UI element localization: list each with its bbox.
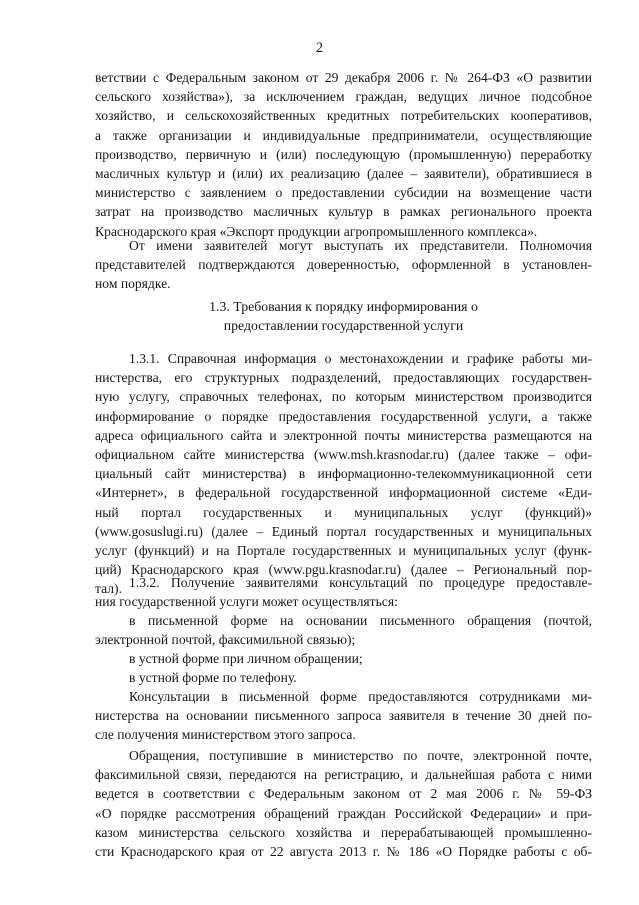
text-line: хозяйство, и сельскохозяйственных кредитных потребительских кооперативов, [95,108,592,124]
text-line: казом министерства сельского хозяйства и перерабатывающей промышленно- [95,824,592,840]
text-line: ную услугу, справочных телефонах, по которым министерством производится [95,389,592,405]
paragraph-oral-phone [95,668,592,687]
text-line: От имени заявителей могут выступать их представители. Полномочия [129,238,592,253]
text-line: адреса официального сайта и электронной почты министерства размещаются на [95,427,592,443]
text-line: электронной почтой, факсимильной связью); [95,632,356,648]
text-line: сельского хозяйства»), за исключением граждан, ведущих личное подсобное [95,89,592,105]
text-line: тал). [95,581,122,597]
paragraph-1-3-2 [95,573,592,611]
text-line: услуг (функций) и на Портале государственных и муниципальных услуг (функ- [95,542,592,558]
text-line: Консультации в письменной форме предоставляются сотрудниками ми- [129,689,592,704]
text-line: (www.gosuslugi.ru) (далее – Единый портал государственных и муниципальных [95,523,592,539]
text-line: сле получения министерством этого запроса. [95,727,356,743]
text-line: 1.3.1. Справочная информация о местонахождении и графике работы ми- [129,351,592,366]
text-line: ветствии с Федеральным законом от 29 декабря 2006 г. № 264-ФЗ «О развитии [95,70,592,85]
text-line: ный портал государственных и муниципальных услуг (функций)» [95,504,592,520]
heading-line: предоставлении государственной услуги [223,318,464,334]
text-line: «О порядке рассмотрения обращений граждан Российской Федерации» и при- [95,805,592,821]
paragraph-written-consultations [95,687,592,745]
paragraph-representatives [95,236,592,294]
text-line: в устной форме по телефону. [129,670,297,685]
text-line: в письменной форме на основании письменного обращения (почтой, [129,613,592,628]
paragraph-continuation [95,68,592,241]
text-line: «Интернет», в федеральной государственной информационной системе «Еди- [95,485,592,501]
page-number: 2 [315,40,324,56]
paragraph-oral-personal [95,649,592,668]
text-line: ния государственной услуги может осуществляться: [95,594,398,610]
text-line: производство, первичную и (или) последующую (промышленную) переработку [95,146,592,162]
text-line: 1.3.2. Получение заявителями консультаций по процедуре предоставле- [129,575,592,590]
text-line: Обращения, поступившие в министерство по почте, электронной почте, [129,748,592,763]
paragraph-written-form [95,611,592,649]
paragraph-1-3-1 [95,349,592,598]
text-line: в устной форме при личном обращении; [129,651,363,666]
paragraph-appeals [95,746,592,861]
text-line: Краснодарского края «Экспорт продукции агропромышленного комплекса». [95,223,538,239]
text-line: факсимильной связи, передаются на регистрацию, и дальнейшая работа с ними [95,767,592,783]
text-line: сти Краснодарского края от 22 августа 2013 г. № 186 «О Порядке работы с об- [95,843,592,859]
text-line: ном порядке. [95,276,171,292]
text-line: министерство с заявлением о предоставлении субсидии на возмещение части [95,185,592,201]
text-line: информирование о порядке предоставления государственной услуги, а также [95,408,592,424]
heading-line: 1.3. Требования к порядку информирования о [209,299,478,314]
text-line: нистерства на основании письменного запроса заявителя в течение 30 дней по- [95,708,592,724]
text-line: нистерства, его структурных подразделений, предоставляющих государствен- [95,370,592,386]
text-line: представителей подтверждаются доверенностью, оформленной в установлен- [95,257,592,273]
text-line: официальном сайте министерства (www.msh.krasnodar.ru) (далее также – офи- [95,446,592,462]
text-line: ведется в соответствии с Федеральным законом от 2 мая 2006 г. № 59-ФЗ [95,786,592,802]
text-line: затрат на производство масличных культур в рамках регионального проекта [95,204,592,220]
text-line: ций) Краснодарского края (www.pgu.krasnodar.ru) (далее – Региональный пор- [95,562,592,578]
section-heading [95,297,592,335]
text-line: масличных культур и (или) их реализацию (далее – заявители), обратившиеся в [95,165,592,181]
text-line: а также организации и индивидуальные предприниматели, осуществляющие [95,127,592,143]
text-line: циальный сайт министерства) в информационно-телекоммуникационной сети [95,466,592,482]
